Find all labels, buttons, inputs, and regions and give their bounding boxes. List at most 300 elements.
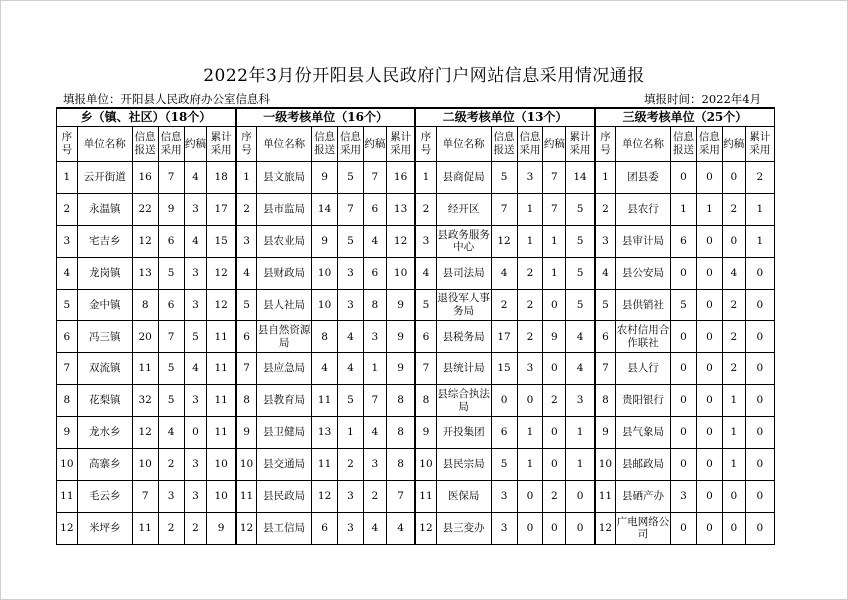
report-title: 2022年3月份开阳县人民政府门户网站信息采用情况通报 xyxy=(203,66,645,86)
adopted-count: 0 xyxy=(517,480,543,512)
submitted-count: 17 xyxy=(491,321,517,353)
adopted-count: 1 xyxy=(517,193,543,225)
adoption-table xyxy=(56,107,775,545)
row-seq: 2 xyxy=(595,193,616,225)
submitted-count: 12 xyxy=(491,225,517,257)
row-seq: 7 xyxy=(595,353,616,385)
group-heading-level1: 一级考核单位（16个） xyxy=(236,108,415,127)
unit-name: 米坪乡 xyxy=(77,512,132,544)
unit-name: 双流镇 xyxy=(77,353,132,385)
adopted-count: 5 xyxy=(158,353,184,385)
adopted-count: 5 xyxy=(338,385,364,417)
unit-name: 县民宗局 xyxy=(436,449,491,481)
unit-name: 贵阳银行 xyxy=(616,385,671,417)
header-submitted: 信息报送 xyxy=(132,127,158,162)
submitted-count: 11 xyxy=(132,353,158,385)
invited-count: 0 xyxy=(722,162,745,194)
adopted-count: 2 xyxy=(158,512,184,544)
adopted-count: 1 xyxy=(338,417,364,449)
header-invited: 约稿 xyxy=(184,127,207,162)
row-seq: 5 xyxy=(595,289,616,321)
cumulative-count: 5 xyxy=(566,225,595,257)
header-unit-name: 单位名称 xyxy=(257,127,312,162)
unit-name: 县市监局 xyxy=(257,193,312,225)
row-seq: 8 xyxy=(236,385,257,417)
invited-count: 1 xyxy=(722,385,745,417)
row-seq: 1 xyxy=(595,162,616,194)
header-adopted: 信息采用 xyxy=(338,127,364,162)
adopted-count: 6 xyxy=(158,225,184,257)
row-seq: 7 xyxy=(236,353,257,385)
header-submitted: 信息报送 xyxy=(312,127,338,162)
submitted-count: 5 xyxy=(671,289,697,321)
adopted-count: 3 xyxy=(517,162,543,194)
cumulative-count: 15 xyxy=(207,225,236,257)
row-seq: 11 xyxy=(595,480,616,512)
cumulative-count: 5 xyxy=(566,257,595,289)
unit-name: 冯三镇 xyxy=(77,321,132,353)
row-seq: 4 xyxy=(595,257,616,289)
row-seq: 3 xyxy=(57,225,78,257)
invited-count: 4 xyxy=(184,353,207,385)
adopted-count: 3 xyxy=(338,480,364,512)
group-heading-level2: 二级考核单位（13个） xyxy=(415,108,594,127)
cumulative-count: 0 xyxy=(745,353,774,385)
invited-count: 0 xyxy=(184,417,207,449)
submitted-count: 14 xyxy=(312,193,338,225)
adopted-count: 0 xyxy=(517,512,543,544)
adopted-count: 1 xyxy=(517,417,543,449)
cumulative-count: 2 xyxy=(745,162,774,194)
invited-count: 0 xyxy=(543,512,566,544)
adopted-count: 7 xyxy=(158,321,184,353)
submitted-count: 5 xyxy=(491,162,517,194)
cumulative-count: 0 xyxy=(745,449,774,481)
row-seq: 6 xyxy=(595,321,616,353)
submitted-count: 12 xyxy=(132,225,158,257)
cumulative-count: 10 xyxy=(207,449,236,481)
unit-name: 团县委 xyxy=(616,162,671,194)
invited-count: 7 xyxy=(363,162,386,194)
header-seq: 序号 xyxy=(236,127,257,162)
adopted-count: 9 xyxy=(158,193,184,225)
table-row xyxy=(57,512,775,544)
unit-name: 县农业局 xyxy=(257,225,312,257)
invited-count: 0 xyxy=(543,449,566,481)
row-seq: 8 xyxy=(595,385,616,417)
row-seq: 4 xyxy=(236,257,257,289)
invited-count: 2 xyxy=(543,385,566,417)
unit-name: 龙岗镇 xyxy=(77,257,132,289)
adopted-count: 3 xyxy=(517,353,543,385)
row-seq: 3 xyxy=(595,225,616,257)
cumulative-count: 1 xyxy=(745,225,774,257)
submitted-count: 22 xyxy=(132,193,158,225)
submitted-count: 12 xyxy=(312,480,338,512)
cumulative-count: 7 xyxy=(386,480,415,512)
submitted-count: 6 xyxy=(312,512,338,544)
invited-count: 3 xyxy=(184,289,207,321)
group-heading-row xyxy=(57,108,775,127)
unit-name: 云开街道 xyxy=(77,162,132,194)
unit-name: 县自然资源局 xyxy=(257,321,312,353)
invited-count: 3 xyxy=(184,193,207,225)
adopted-count: 0 xyxy=(696,289,722,321)
adopted-count: 7 xyxy=(158,162,184,194)
adopted-count: 0 xyxy=(696,480,722,512)
cumulative-count: 12 xyxy=(207,257,236,289)
header-unit-name: 单位名称 xyxy=(616,127,671,162)
adopted-count: 4 xyxy=(158,417,184,449)
adopted-count: 2 xyxy=(517,257,543,289)
invited-count: 7 xyxy=(363,385,386,417)
cumulative-count: 1 xyxy=(745,193,774,225)
submitted-count: 0 xyxy=(671,417,697,449)
invited-count: 4 xyxy=(184,225,207,257)
invited-count: 1 xyxy=(722,449,745,481)
unit-name: 县工信局 xyxy=(257,512,312,544)
invited-count: 5 xyxy=(184,321,207,353)
row-seq: 7 xyxy=(57,353,78,385)
unit-name: 宅吉乡 xyxy=(77,225,132,257)
row-seq: 2 xyxy=(57,193,78,225)
adopted-count: 2 xyxy=(517,289,543,321)
cumulative-count: 12 xyxy=(207,289,236,321)
invited-count: 1 xyxy=(543,225,566,257)
header-invited: 约稿 xyxy=(543,127,566,162)
adopted-count: 0 xyxy=(696,512,722,544)
submitted-count: 3 xyxy=(491,512,517,544)
adopted-count: 0 xyxy=(696,385,722,417)
cumulative-count: 10 xyxy=(386,257,415,289)
cumulative-count: 5 xyxy=(566,193,595,225)
unit-name: 县人社局 xyxy=(257,289,312,321)
submitted-count: 0 xyxy=(671,449,697,481)
table-row xyxy=(57,480,775,512)
table-row xyxy=(57,257,775,289)
header-invited: 约稿 xyxy=(722,127,745,162)
adopted-count: 4 xyxy=(338,353,364,385)
invited-count: 4 xyxy=(363,512,386,544)
invited-count: 1 xyxy=(363,353,386,385)
header-cumulative: 累计采用 xyxy=(566,127,595,162)
row-seq: 9 xyxy=(57,417,78,449)
unit-name: 广电网络公司 xyxy=(616,512,671,544)
cumulative-count: 13 xyxy=(386,193,415,225)
adopted-count: 6 xyxy=(158,289,184,321)
invited-count: 3 xyxy=(184,480,207,512)
row-seq: 2 xyxy=(236,193,257,225)
adopted-count: 0 xyxy=(696,257,722,289)
cumulative-count: 8 xyxy=(386,385,415,417)
cumulative-count: 8 xyxy=(386,417,415,449)
row-seq: 7 xyxy=(415,353,436,385)
submitted-count: 0 xyxy=(671,512,697,544)
row-seq: 1 xyxy=(415,162,436,194)
row-seq: 6 xyxy=(415,321,436,353)
invited-count: 0 xyxy=(722,225,745,257)
unit-name: 县农行 xyxy=(616,193,671,225)
header-seq: 序号 xyxy=(595,127,616,162)
invited-count: 3 xyxy=(363,321,386,353)
cumulative-count: 4 xyxy=(566,321,595,353)
row-seq: 11 xyxy=(415,480,436,512)
row-seq: 6 xyxy=(236,321,257,353)
cumulative-count: 1 xyxy=(566,417,595,449)
adopted-count: 2 xyxy=(517,321,543,353)
header-seq: 序号 xyxy=(57,127,78,162)
cumulative-count: 0 xyxy=(745,512,774,544)
invited-count: 7 xyxy=(543,162,566,194)
unit-name: 永温镇 xyxy=(77,193,132,225)
submitted-count: 0 xyxy=(491,385,517,417)
invited-count: 4 xyxy=(363,417,386,449)
unit-name: 县三变办 xyxy=(436,512,491,544)
invited-count: 3 xyxy=(184,449,207,481)
submitted-count: 13 xyxy=(132,257,158,289)
header-unit-name: 单位名称 xyxy=(77,127,132,162)
cumulative-count: 11 xyxy=(207,385,236,417)
table-row xyxy=(57,225,775,257)
unit-name: 县税务局 xyxy=(436,321,491,353)
submitted-count: 7 xyxy=(491,193,517,225)
header-submitted: 信息报送 xyxy=(491,127,517,162)
invited-count: 2 xyxy=(184,512,207,544)
cumulative-count: 0 xyxy=(566,512,595,544)
cumulative-count: 0 xyxy=(745,480,774,512)
adopted-count: 0 xyxy=(696,449,722,481)
invited-count: 3 xyxy=(184,257,207,289)
unit-name: 县供销社 xyxy=(616,289,671,321)
table-row xyxy=(57,193,775,225)
unit-name: 县应急局 xyxy=(257,353,312,385)
header-submitted: 信息报送 xyxy=(671,127,697,162)
unit-name: 经开区 xyxy=(436,193,491,225)
adopted-count: 2 xyxy=(338,449,364,481)
cumulative-count: 4 xyxy=(386,512,415,544)
submitted-count: 0 xyxy=(671,353,697,385)
cumulative-count: 12 xyxy=(386,225,415,257)
invited-count: 0 xyxy=(722,480,745,512)
header-invited: 约稿 xyxy=(363,127,386,162)
adopted-count: 3 xyxy=(338,257,364,289)
cumulative-count: 0 xyxy=(745,321,774,353)
row-seq: 2 xyxy=(415,193,436,225)
invited-count: 7 xyxy=(543,193,566,225)
submitted-count: 20 xyxy=(132,321,158,353)
cumulative-count: 0 xyxy=(745,385,774,417)
adopted-count: 0 xyxy=(696,225,722,257)
row-seq: 8 xyxy=(57,385,78,417)
row-seq: 12 xyxy=(57,512,78,544)
row-seq: 6 xyxy=(57,321,78,353)
invited-count: 4 xyxy=(722,257,745,289)
table-body xyxy=(57,162,775,545)
row-seq: 5 xyxy=(236,289,257,321)
invited-count: 2 xyxy=(543,480,566,512)
row-seq: 9 xyxy=(595,417,616,449)
unit-name: 花梨镇 xyxy=(77,385,132,417)
cumulative-count: 17 xyxy=(207,193,236,225)
submitted-count: 13 xyxy=(312,417,338,449)
cumulative-count: 3 xyxy=(566,385,595,417)
header-adopted: 信息采用 xyxy=(517,127,543,162)
column-header-row xyxy=(57,127,775,162)
cumulative-count: 10 xyxy=(207,480,236,512)
unit-name: 县硒产办 xyxy=(616,480,671,512)
submitted-count: 2 xyxy=(491,289,517,321)
table-row xyxy=(57,449,775,481)
submitted-count: 4 xyxy=(312,353,338,385)
submitted-count: 0 xyxy=(671,162,697,194)
cumulative-count: 5 xyxy=(566,289,595,321)
submitted-count: 6 xyxy=(491,417,517,449)
submitted-count: 9 xyxy=(312,162,338,194)
row-seq: 11 xyxy=(236,480,257,512)
unit-name: 县政务服务中心 xyxy=(436,225,491,257)
submitted-count: 32 xyxy=(132,385,158,417)
unit-name: 县气象局 xyxy=(616,417,671,449)
invited-count: 6 xyxy=(363,257,386,289)
unit-name: 县司法局 xyxy=(436,257,491,289)
submitted-count: 10 xyxy=(132,449,158,481)
adopted-count: 3 xyxy=(338,512,364,544)
header-adopted: 信息采用 xyxy=(696,127,722,162)
invited-count: 6 xyxy=(363,193,386,225)
adopted-count: 5 xyxy=(158,385,184,417)
header-adopted: 信息采用 xyxy=(158,127,184,162)
table-row xyxy=(57,385,775,417)
submitted-count: 6 xyxy=(671,225,697,257)
unit-name: 退役军人事务局 xyxy=(436,289,491,321)
unit-name: 县邮政局 xyxy=(616,449,671,481)
cumulative-count: 14 xyxy=(566,162,595,194)
invited-count: 0 xyxy=(543,353,566,385)
adopted-count: 2 xyxy=(158,449,184,481)
table-row xyxy=(57,353,775,385)
invited-count: 2 xyxy=(722,193,745,225)
cumulative-count: 11 xyxy=(207,321,236,353)
submitted-count: 0 xyxy=(671,385,697,417)
submitted-count: 9 xyxy=(312,225,338,257)
report-time: 填报时间：2022年4月 xyxy=(644,92,762,106)
row-seq: 4 xyxy=(57,257,78,289)
cumulative-count: 1 xyxy=(566,449,595,481)
adopted-count: 5 xyxy=(338,225,364,257)
invited-count: 1 xyxy=(722,417,745,449)
group-heading-towns: 乡（镇、社区）（18个） xyxy=(57,108,236,127)
invited-count: 3 xyxy=(363,449,386,481)
unit-name: 县民政局 xyxy=(257,480,312,512)
unit-name: 县交通局 xyxy=(257,449,312,481)
adopted-count: 0 xyxy=(696,162,722,194)
unit-name: 县综合执法局 xyxy=(436,385,491,417)
invited-count: 9 xyxy=(543,321,566,353)
submitted-count: 3 xyxy=(491,480,517,512)
row-seq: 1 xyxy=(57,162,78,194)
unit-name: 县财政局 xyxy=(257,257,312,289)
row-seq: 4 xyxy=(415,257,436,289)
invited-count: 4 xyxy=(184,162,207,194)
row-seq: 1 xyxy=(236,162,257,194)
adopted-count: 5 xyxy=(158,257,184,289)
submitted-count: 11 xyxy=(312,449,338,481)
unit-name: 县公安局 xyxy=(616,257,671,289)
adopted-count: 0 xyxy=(696,353,722,385)
unit-name: 开投集团 xyxy=(436,417,491,449)
adopted-count: 1 xyxy=(696,193,722,225)
invited-count: 4 xyxy=(363,225,386,257)
adopted-count: 0 xyxy=(696,417,722,449)
header-unit-name: 单位名称 xyxy=(436,127,491,162)
row-seq: 12 xyxy=(415,512,436,544)
invited-count: 0 xyxy=(543,289,566,321)
row-seq: 3 xyxy=(415,225,436,257)
submitted-count: 12 xyxy=(132,417,158,449)
row-seq: 12 xyxy=(595,512,616,544)
cumulative-count: 9 xyxy=(386,289,415,321)
adopted-count: 0 xyxy=(517,385,543,417)
unit-name: 金中镇 xyxy=(77,289,132,321)
row-seq: 10 xyxy=(595,449,616,481)
cumulative-count: 11 xyxy=(207,353,236,385)
row-seq: 10 xyxy=(415,449,436,481)
cumulative-count: 11 xyxy=(207,417,236,449)
invited-count: 0 xyxy=(722,512,745,544)
cumulative-count: 0 xyxy=(566,480,595,512)
row-seq: 11 xyxy=(57,480,78,512)
invited-count: 8 xyxy=(363,289,386,321)
cumulative-count: 9 xyxy=(207,512,236,544)
header-cumulative: 累计采用 xyxy=(207,127,236,162)
cumulative-count: 0 xyxy=(745,289,774,321)
invited-count: 0 xyxy=(543,417,566,449)
submitted-count: 15 xyxy=(491,353,517,385)
table-row xyxy=(57,162,775,194)
cumulative-count: 9 xyxy=(386,321,415,353)
unit-name: 县商促局 xyxy=(436,162,491,194)
submitted-count: 10 xyxy=(312,289,338,321)
table-row xyxy=(57,417,775,449)
cumulative-count: 18 xyxy=(207,162,236,194)
submitted-count: 10 xyxy=(312,257,338,289)
unit-name: 县审计局 xyxy=(616,225,671,257)
unit-name: 县卫健局 xyxy=(257,417,312,449)
adopted-count: 1 xyxy=(517,449,543,481)
submitted-count: 1 xyxy=(671,193,697,225)
submitted-count: 0 xyxy=(671,321,697,353)
invited-count: 2 xyxy=(722,289,745,321)
submitted-count: 0 xyxy=(671,257,697,289)
filler-unit: 填报单位：开阳县人民政府办公室信息科 xyxy=(63,92,270,106)
invited-count: 2 xyxy=(722,353,745,385)
cumulative-count: 0 xyxy=(745,257,774,289)
row-seq: 10 xyxy=(236,449,257,481)
adopted-count: 1 xyxy=(517,225,543,257)
unit-name: 县统计局 xyxy=(436,353,491,385)
table-row xyxy=(57,289,775,321)
submitted-count: 7 xyxy=(132,480,158,512)
adopted-count: 4 xyxy=(338,321,364,353)
row-seq: 9 xyxy=(236,417,257,449)
header-cumulative: 累计采用 xyxy=(386,127,415,162)
cumulative-count: 9 xyxy=(386,353,415,385)
row-seq: 3 xyxy=(236,225,257,257)
row-seq: 9 xyxy=(415,417,436,449)
submitted-count: 8 xyxy=(132,289,158,321)
submitted-count: 4 xyxy=(491,257,517,289)
adopted-count: 7 xyxy=(338,193,364,225)
